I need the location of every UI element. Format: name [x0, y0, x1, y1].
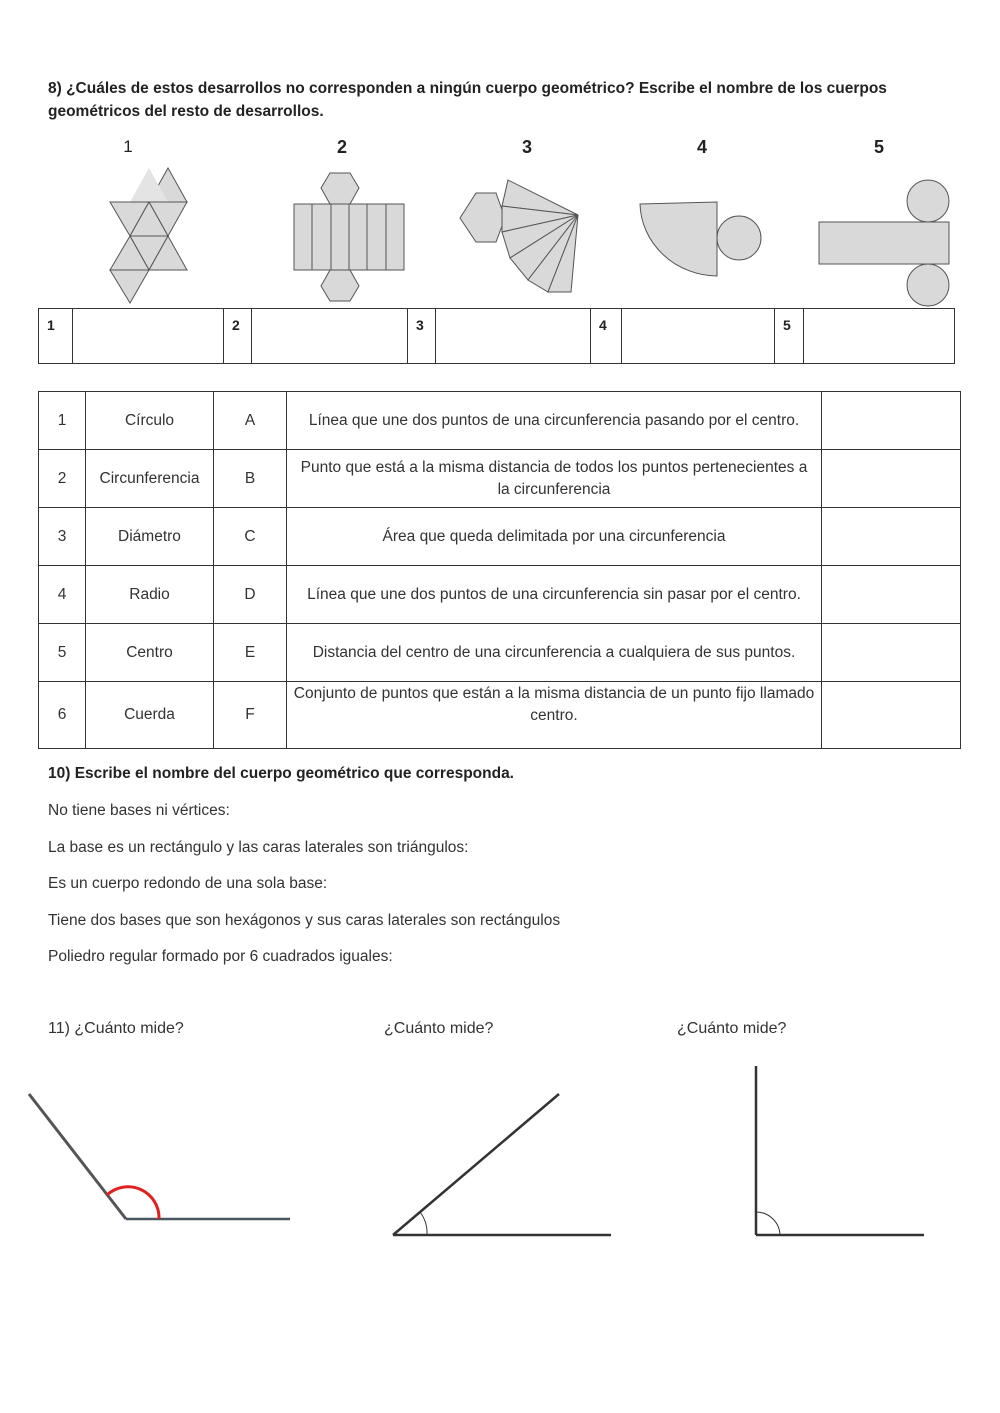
cylinder-net-icon [817, 177, 952, 307]
match-answer-cell[interactable] [822, 508, 961, 566]
answer-cell-3[interactable] [436, 309, 591, 364]
answer-label-2: 2 [224, 309, 252, 364]
answer-cell-4[interactable] [622, 309, 775, 364]
term-cell: Centro [86, 624, 214, 682]
statement-3: Es un cuerpo redondo de una sola base: [48, 875, 328, 892]
answer-label-5: 5 [775, 309, 804, 364]
table-row [39, 450, 961, 508]
answer-cell-2[interactable] [252, 309, 408, 364]
table-row [39, 624, 961, 682]
hexagonal-prism-net-icon [292, 170, 407, 302]
net-number-3: 3 [521, 137, 532, 157]
term-cell: Diámetro [86, 508, 214, 566]
letter-cell: E [214, 624, 287, 682]
letter-cell: F [214, 682, 287, 749]
question-10-title: 10) Escribe el nombre del cuerpo geométrico que corresponda. [48, 765, 514, 782]
obtuse-angle-icon [25, 1090, 295, 1230]
answer-label-1: 1 [39, 309, 73, 364]
definition-cell: Área que queda delimitada por una circunferencia [287, 508, 822, 566]
row-number: 2 [39, 450, 86, 508]
question-11-label-1: 11) ¿Cuánto mide? [48, 1020, 184, 1037]
definition-cell: Conjunto de puntos que están a la misma distancia de un punto fijo llamado centro. [287, 682, 822, 749]
answer-cell-1[interactable] [73, 309, 224, 364]
hexagonal-pyramid-net-icon [457, 178, 582, 298]
definition-cell: Línea que une dos puntos de una circunferencia pasando por el centro. [287, 392, 822, 450]
statement-5: Poliedro regular formado por 6 cuadrados iguales: [48, 948, 393, 965]
term-cell: Cuerda [86, 682, 214, 749]
term-cell: Circunferencia [86, 450, 214, 508]
net-number-2: 2 [336, 137, 347, 157]
letter-cell: D [214, 566, 287, 624]
right-angle-icon [752, 1064, 927, 1239]
cone-net-icon [637, 200, 762, 280]
row-number: 6 [39, 682, 86, 749]
table-row [39, 566, 961, 624]
statement-1: No tiene bases ni vértices: [48, 802, 230, 819]
acute-angle-icon [389, 1090, 614, 1240]
question-11-label-2: ¿Cuánto mide? [384, 1020, 494, 1037]
letter-cell: A [214, 392, 287, 450]
match-answer-cell[interactable] [822, 450, 961, 508]
statement-4: Tiene dos bases que son hexágonos y sus caras laterales son rectángulos [48, 912, 561, 929]
row-number: 4 [39, 566, 86, 624]
question-11-label-3: ¿Cuánto mide? [677, 1020, 787, 1037]
term-cell: Círculo [86, 392, 214, 450]
statement-2: La base es un rectángulo y las caras laterales son triángulos: [48, 839, 469, 856]
net-number-4: 4 [696, 137, 707, 157]
row-number: 3 [39, 508, 86, 566]
letter-cell: B [214, 450, 287, 508]
table-row [39, 392, 961, 450]
net-number-1: 1 [123, 137, 133, 156]
question-8-title: 8) ¿Cuáles de estos desarrollos no corresponden a ningún cuerpo geométrico? Escribe el nombre de los cuerpos geométricos del resto de desarrollos. [48, 80, 887, 120]
term-cell: Radio [86, 566, 214, 624]
match-answer-cell[interactable] [822, 682, 961, 749]
definition-cell: Punto que está a la misma distancia de todos los puntos pertenecientes a la circunferencia [287, 450, 822, 508]
answer-label-3: 3 [408, 309, 436, 364]
match-answer-cell[interactable] [822, 566, 961, 624]
table-row [39, 508, 961, 566]
answer-cell-5[interactable] [804, 309, 955, 364]
letter-cell: C [214, 508, 287, 566]
match-answer-cell[interactable] [822, 624, 961, 682]
table-row [39, 682, 961, 749]
triangle-net-icon [105, 165, 205, 305]
definition-cell: Distancia del centro de una circunferencia a cualquiera de sus puntos. [287, 624, 822, 682]
net-answer-table [38, 308, 955, 364]
match-answer-cell[interactable] [822, 392, 961, 450]
definitions-table [38, 391, 961, 749]
answer-label-4: 4 [591, 309, 622, 364]
row-number: 5 [39, 624, 86, 682]
row-number: 1 [39, 392, 86, 450]
net-number-5: 5 [873, 137, 884, 157]
definition-cell: Línea que une dos puntos de una circunferencia sin pasar por el centro. [287, 566, 822, 624]
